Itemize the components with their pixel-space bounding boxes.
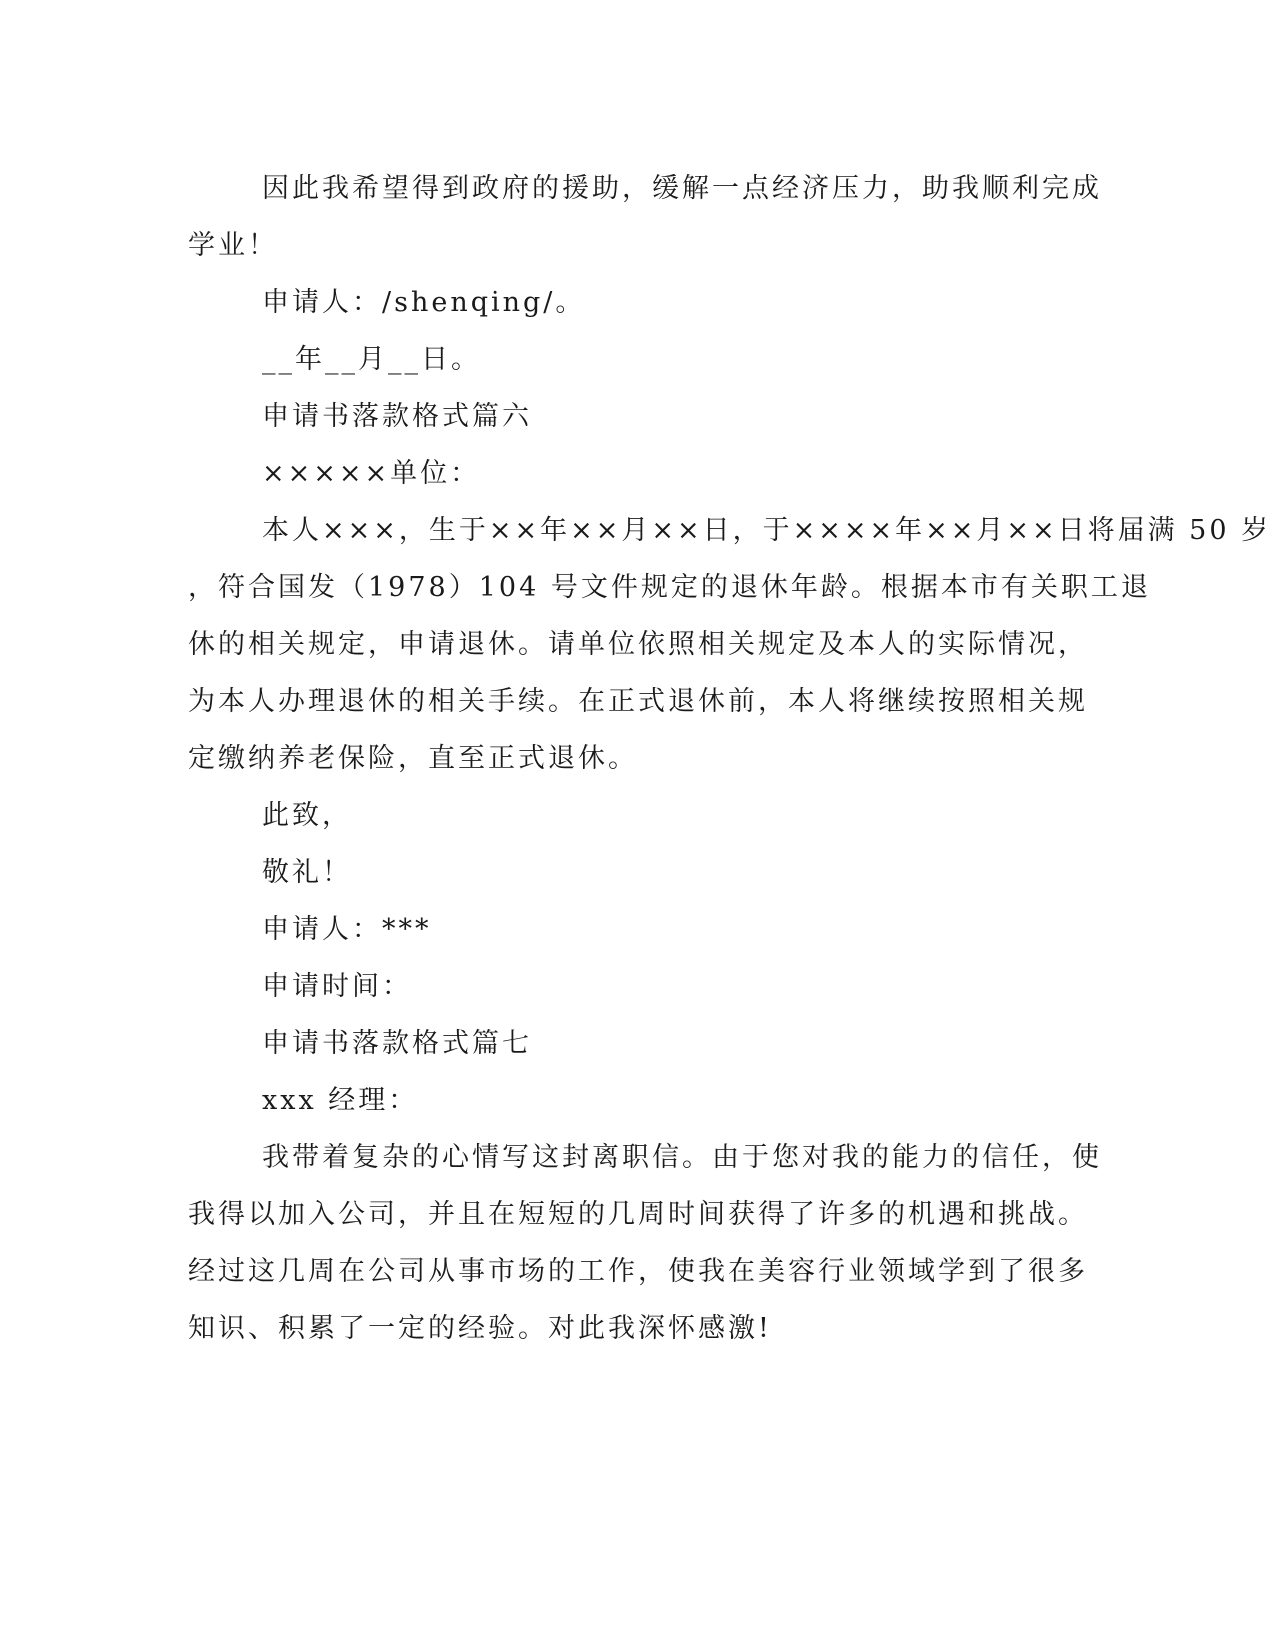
paragraph-line: 学业！ (188, 230, 278, 261)
date-line: __年__月__日。 (262, 344, 481, 375)
paragraph-line: ，符合国发（1978）104 号文件规定的退休年龄。根据本市有关职工退 (188, 572, 1151, 603)
paragraph-line: 我带着复杂的心情写这封离职信。由于您对我的能力的信任，使 (262, 1142, 1102, 1173)
applicant-line: 申请人：/shenqing/。 (262, 287, 586, 318)
paragraph-line: 定缴纳养老保险，直至正式退休。 (188, 743, 638, 774)
paragraph-line: 休的相关规定，申请退休。请单位依照相关规定及本人的实际情况， (188, 629, 1088, 660)
section-heading: 申请书落款格式篇七 (262, 1028, 532, 1059)
applicant-line: 申请人：*** (262, 914, 432, 945)
date-line: 申请时间： (262, 971, 412, 1002)
closing-line: 敬礼！ (262, 857, 352, 888)
paragraph-line: 因此我希望得到政府的援助，缓解一点经济压力，助我顺利完成 (262, 173, 1102, 204)
salutation-line: xxx 经理： (262, 1085, 419, 1116)
paragraph-line: 我得以加入公司，并且在短短的几周时间获得了许多的机遇和挑战。 (188, 1199, 1088, 1230)
salutation-line: ×××××单位： (262, 458, 481, 489)
closing-line: 此致， (262, 800, 352, 831)
paragraph-line: 本人×××，生于××年××月××日，于××××年××月××日将届满 50 岁 (262, 515, 1272, 546)
section-heading: 申请书落款格式篇六 (262, 401, 532, 432)
paragraph-line: 知识、积累了一定的经验。对此我深怀感激! (188, 1313, 772, 1344)
paragraph-line: 为本人办理退休的相关手续。在正式退休前，本人将继续按照相关规 (188, 686, 1088, 717)
paragraph-line: 经过这几周在公司从事市场的工作，使我在美容行业领域学到了很多 (188, 1256, 1088, 1287)
